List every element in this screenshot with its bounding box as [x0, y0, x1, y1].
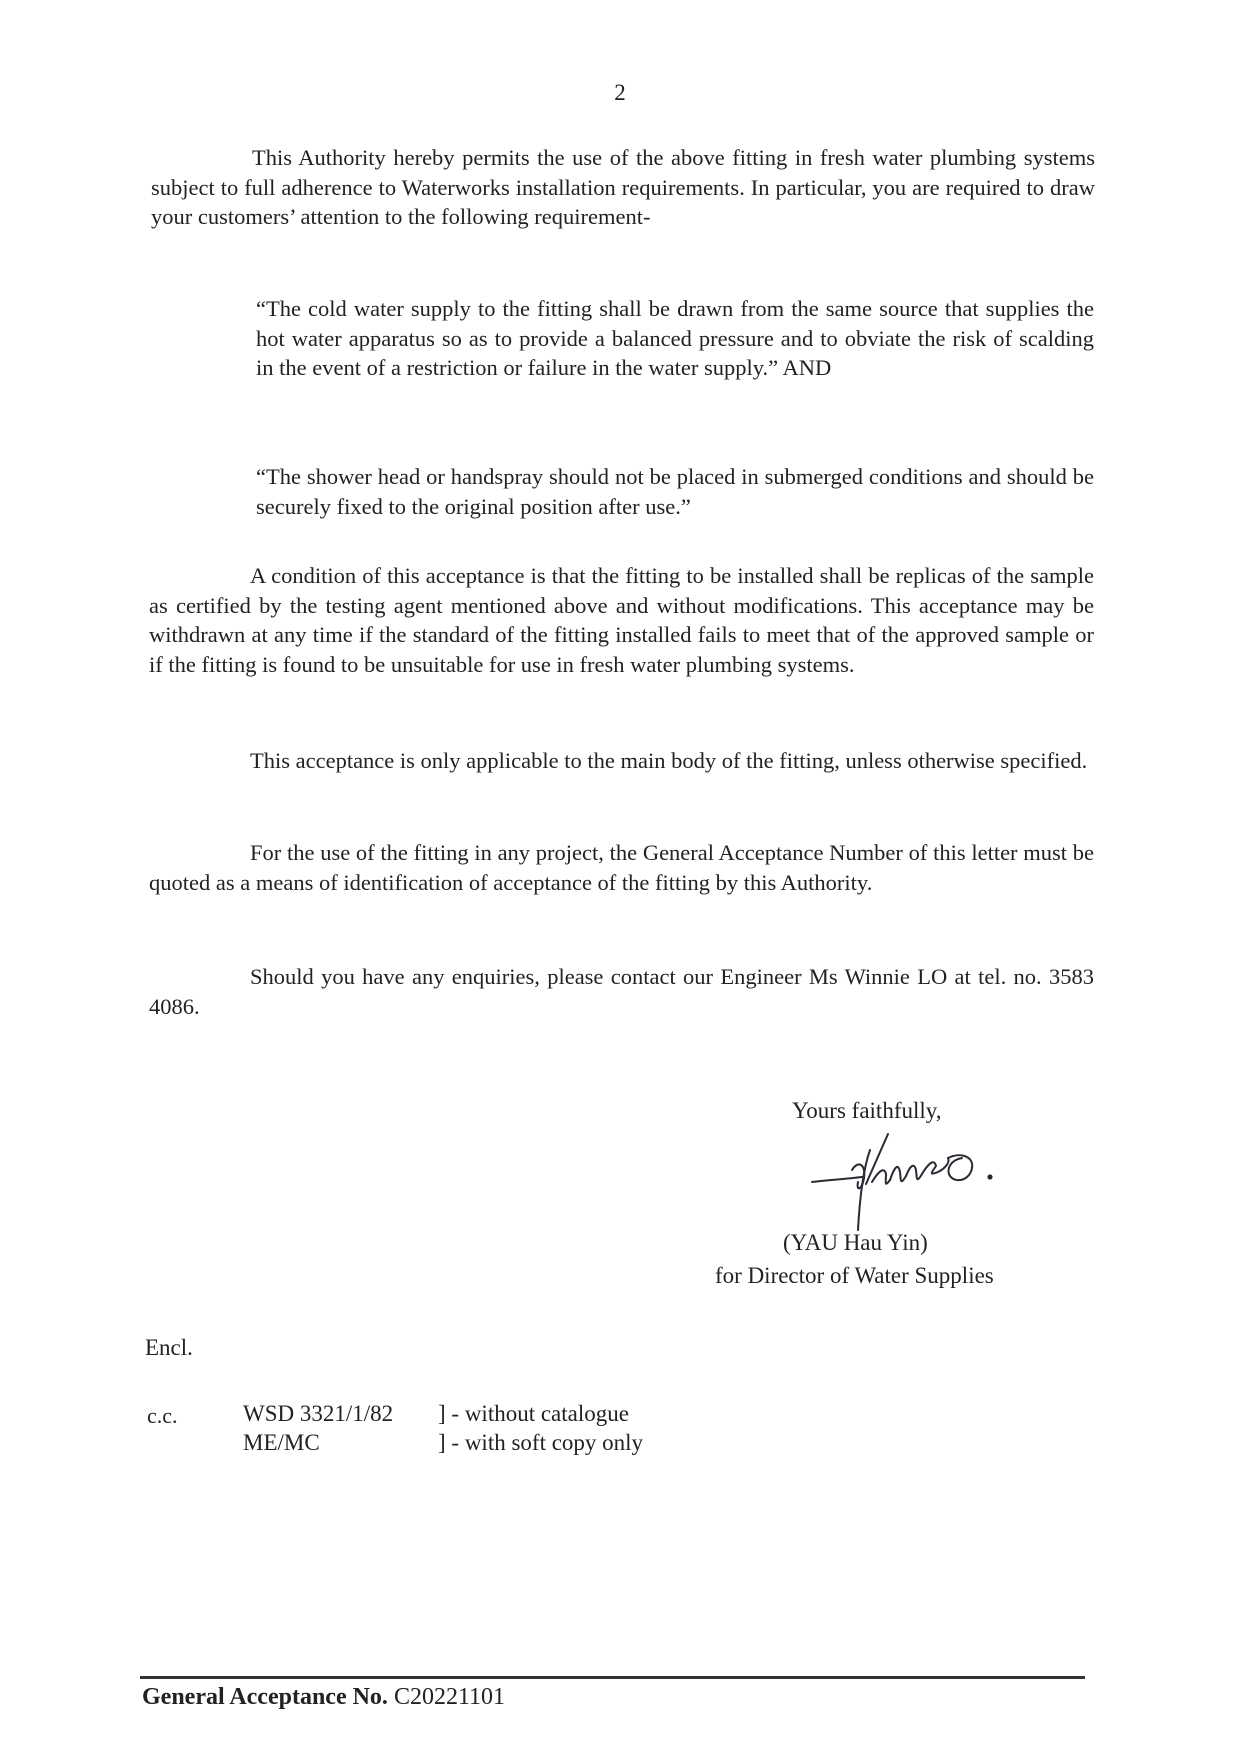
cc-note: ] - without catalogue: [438, 1401, 629, 1426]
signer-title: for Director of Water Supplies: [715, 1263, 994, 1288]
quoted-requirement-shower-head: “The shower head or handspray should not be placed in submerged conditions and should be securely fixed to the original position after use.”: [256, 464, 1094, 519]
signer-name: (YAU Hau Yin): [783, 1230, 928, 1255]
body-paragraph-project-use: For the use of the fitting in any project, the General Acceptance Number of this letter must be quoted as a means of identification of acceptance of the fitting by this Authority.: [149, 840, 1094, 895]
body-paragraph-permission: This Authority hereby permits the use of the above fitting in fresh water plumbing systems subject to full adherence to Waterworks installation requirements. In particular, you are required to draw your customers’ attention to the following requirement-: [151, 145, 1095, 229]
enclosure-label: Encl.: [145, 1335, 193, 1360]
closing-salutation: Yours faithfully,: [792, 1098, 942, 1123]
cc-entry: [243, 1401, 629, 1427]
footer-number: C20221101: [393, 1684, 506, 1710]
quoted-requirement-cold-water: “The cold water supply to the fitting shall be drawn from the same source that supplies the hot water apparatus so as to provide a balanced pressure and to obviate the risk of scalding in the event of a restriction or failure in the water supply.” AND: [256, 296, 1094, 380]
cc-ref: WSD 3321/1/82: [243, 1401, 394, 1426]
footer-acceptance-number: [142, 1684, 505, 1711]
footer-divider: [140, 1676, 1085, 1679]
handwritten-signature: [800, 1122, 1010, 1237]
body-paragraph-scope: This acceptance is only applicable to the main body of the fitting, unless otherwise specified.: [250, 748, 1088, 773]
cc-note: ] - with soft copy only: [438, 1430, 644, 1455]
body-paragraph-enquiries: Should you have any enquiries, please contact our Engineer Ms Winnie LO at tel. no. 3583 4086.: [149, 964, 1094, 1019]
cc-entry: [243, 1430, 643, 1456]
footer-label: General Acceptance No.: [142, 1684, 388, 1710]
cc-ref: ME/MC: [243, 1430, 320, 1455]
cc-label: c.c.: [147, 1403, 178, 1428]
page-number: 2: [614, 80, 626, 105]
body-paragraph-condition: A condition of this acceptance is that the fitting to be installed shall be replicas of the sample as certified by the testing agent mentioned above and without modifications. This acceptance may be withdrawn at any time if the standard of the fitting installed fails to meet that of the approved sample or if the fitting is found to be unsuitable for use in fresh water plumbing systems.: [149, 563, 1094, 677]
